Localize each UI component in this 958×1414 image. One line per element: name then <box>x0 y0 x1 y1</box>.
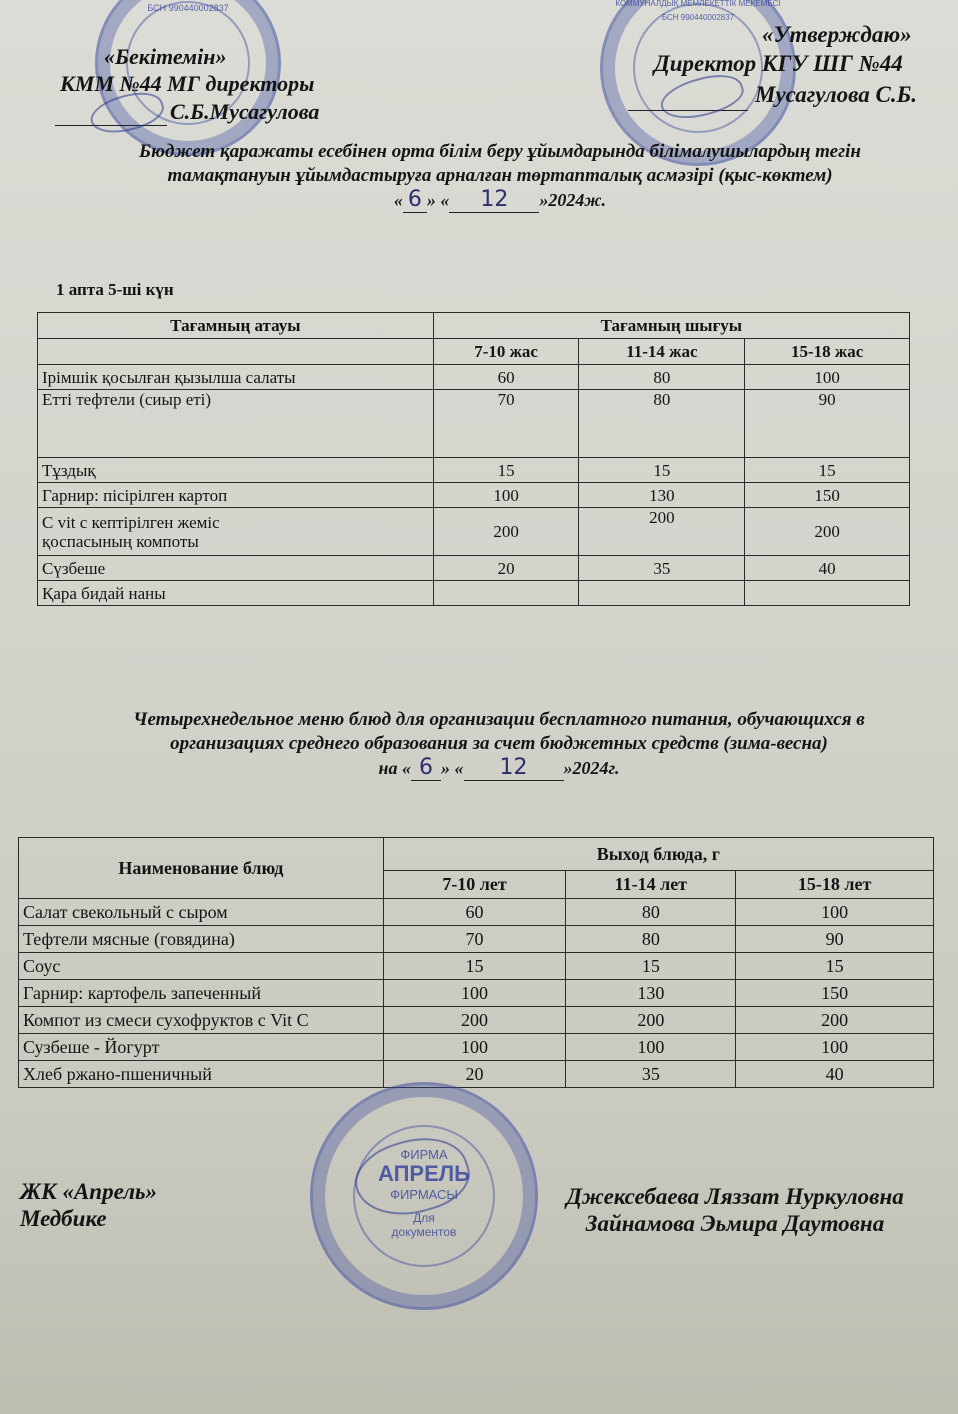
yield-value: 60 <box>433 365 579 390</box>
approval-left-position: КММ №44 МГ директоры <box>60 71 315 96</box>
yield-value: 200 <box>579 508 745 556</box>
date-day-field: 6 <box>403 188 427 213</box>
dish-name: Сүзбеше <box>38 556 434 581</box>
russian-title-line1: Четырехнедельное меню блюд для организации бесплатного питания, обучающихся в <box>133 709 865 730</box>
yield-value: 100 <box>736 1034 934 1061</box>
table-row <box>19 1034 934 1061</box>
table-row <box>19 926 934 953</box>
age-header: 11-14 жас <box>579 339 745 365</box>
dish-name: Етті тефтели (сиыр еті) <box>38 390 434 458</box>
footer-right <box>520 1183 950 1237</box>
yield-value: 150 <box>745 483 910 508</box>
yield-value: 100 <box>745 365 910 390</box>
table-row <box>38 483 910 508</box>
dish-name: Хлеб ржано-пшеничный <box>19 1061 384 1088</box>
yield-value: 100 <box>383 980 566 1007</box>
yield-value: 80 <box>566 926 736 953</box>
yield-value: 100 <box>566 1034 736 1061</box>
dish-name: Гарнир: пісірілген картоп <box>38 483 434 508</box>
age-header: 7-10 лет <box>383 871 566 899</box>
yield-value: 15 <box>383 953 566 980</box>
yield-value <box>745 581 910 606</box>
yield-value: 130 <box>566 980 736 1007</box>
kazakh-title-line2: тамақтануын ұйымдастыруға арналған төртапталық асмәзірі (қыс-көктем) <box>167 165 833 186</box>
yield-value: 130 <box>579 483 745 508</box>
table-row <box>19 980 934 1007</box>
footer-person-2: Зайнамова Эьмира Даутовна <box>585 1211 885 1236</box>
yield-value: 70 <box>383 926 566 953</box>
russian-date: на « 6 » « 12 »2024г. <box>378 755 620 780</box>
stamp-text: БСН 990440002837 <box>661 13 735 22</box>
age-header: 7-10 жас <box>433 339 579 365</box>
stamp-brand: АПРЕЛЬ <box>377 1161 470 1186</box>
yield-value: 100 <box>383 1034 566 1061</box>
dish-name: Компот из смеси сухофруктов с Vit C <box>19 1007 384 1034</box>
yield-value <box>433 581 579 606</box>
table-row <box>38 556 910 581</box>
date-month-field: 12 <box>464 756 564 781</box>
approval-left-name: С.Б.Мусагулова <box>170 99 320 124</box>
yield-value: 60 <box>383 899 566 926</box>
russian-title-line2: организациях среднего образования за счет бюджетных средств (зима-весна) <box>170 733 828 754</box>
table-row <box>19 899 934 926</box>
age-header: 11-14 лет <box>566 871 736 899</box>
age-header: 15-18 жас <box>745 339 910 365</box>
day-label: 1 апта 5-ші күн <box>56 280 174 299</box>
stamp-firm-label-kz: ФИРМАСЫ <box>390 1187 458 1202</box>
footer-person-1: Джексебаева Ляззат Нуркуловна <box>566 1184 904 1209</box>
approval-right-name: Мусагулова С.Б. <box>755 82 917 107</box>
yield-value: 100 <box>433 483 579 508</box>
footer-company: ЖК «Апрель» <box>20 1179 158 1204</box>
yield-value: 20 <box>383 1061 566 1088</box>
kazakh-title <box>70 140 930 213</box>
yield-value: 200 <box>383 1007 566 1034</box>
dish-name: Тұздық <box>38 458 434 483</box>
dish-name: Гарнир: картофель запеченный <box>19 980 384 1007</box>
kazakh-title-line1: Бюджет қаражаты есебінен орта білім беру ұйымдарында білімалушылардың тегін <box>139 141 861 162</box>
kazakh-menu-table <box>37 312 910 606</box>
date-month-field: 12 <box>449 188 539 213</box>
yield-value: 15 <box>566 953 736 980</box>
dish-name: Ірімшік қосылған қызылша салаты <box>38 365 434 390</box>
table-row <box>38 581 910 606</box>
stamp-purpose: документов <box>391 1225 457 1239</box>
dish-name: Тефтели мясные (говядина) <box>19 926 384 953</box>
table-row <box>19 1007 934 1034</box>
approval-right-heading: «Утверждаю» <box>762 22 912 47</box>
yield-value: 200 <box>566 1007 736 1034</box>
date-day-field: 6 <box>411 756 441 781</box>
yield-value: 35 <box>579 556 745 581</box>
dish-name: Қара бидай наны <box>38 581 434 606</box>
kazakh-date: « 6 » « 12 »2024ж. <box>393 187 607 212</box>
age-header: 15-18 лет <box>736 871 934 899</box>
col-header-yield: Тағамның шығуы <box>433 313 909 339</box>
yield-value: 70 <box>433 390 579 458</box>
stamp-text: БСН 990440002837 <box>147 3 229 13</box>
col-header-dish-name: Наименование блюд <box>19 838 384 899</box>
stamp-firm-label: ФИРМА <box>400 1147 448 1162</box>
footer-left <box>20 1178 157 1232</box>
yield-value: 200 <box>433 508 579 556</box>
yield-value: 200 <box>736 1007 934 1034</box>
yield-value: 40 <box>736 1061 934 1088</box>
table-row <box>19 953 934 980</box>
yield-value: 90 <box>745 390 910 458</box>
table-row <box>38 458 910 483</box>
yield-value: 80 <box>579 390 745 458</box>
dish-name: C vit с кептірілген жеміс қоспасының компоты <box>38 508 434 556</box>
footer-role: Медбике <box>20 1206 107 1231</box>
approval-left-heading: «Бекітемін» <box>104 44 227 69</box>
yield-value: 15 <box>736 953 934 980</box>
yield-value: 150 <box>736 980 934 1007</box>
approval-right-position: Директор КГУ ШГ №44 <box>654 51 903 76</box>
yield-value: 100 <box>736 899 934 926</box>
yield-value: 80 <box>566 899 736 926</box>
col-header-dish-name: Тағамның атауы <box>38 313 434 339</box>
dish-name: Соус <box>19 953 384 980</box>
stamp-text: КОММУНАЛДЫҚ МЕМЛЕКЕТТІК МЕКЕМЕСІ <box>615 0 781 8</box>
yield-value <box>579 581 745 606</box>
dish-name: Сузбеше - Йогурт <box>19 1034 384 1061</box>
yield-value: 90 <box>736 926 934 953</box>
yield-value: 200 <box>745 508 910 556</box>
table-row <box>38 390 910 458</box>
yield-value: 15 <box>745 458 910 483</box>
russian-title <box>40 708 958 781</box>
yield-value: 15 <box>579 458 745 483</box>
yield-value: 80 <box>579 365 745 390</box>
dish-name: Салат свекольный с сыром <box>19 899 384 926</box>
yield-value: 40 <box>745 556 910 581</box>
yield-value: 35 <box>566 1061 736 1088</box>
russian-menu-table <box>18 837 934 1088</box>
table-row <box>38 365 910 390</box>
col-header-yield: Выход блюда, г <box>383 838 933 871</box>
table-row <box>38 508 910 556</box>
empty-header-cell <box>38 339 434 365</box>
yield-value: 15 <box>433 458 579 483</box>
yield-value: 20 <box>433 556 579 581</box>
stamp-purpose: Для <box>413 1211 435 1225</box>
table-row <box>19 1061 934 1088</box>
